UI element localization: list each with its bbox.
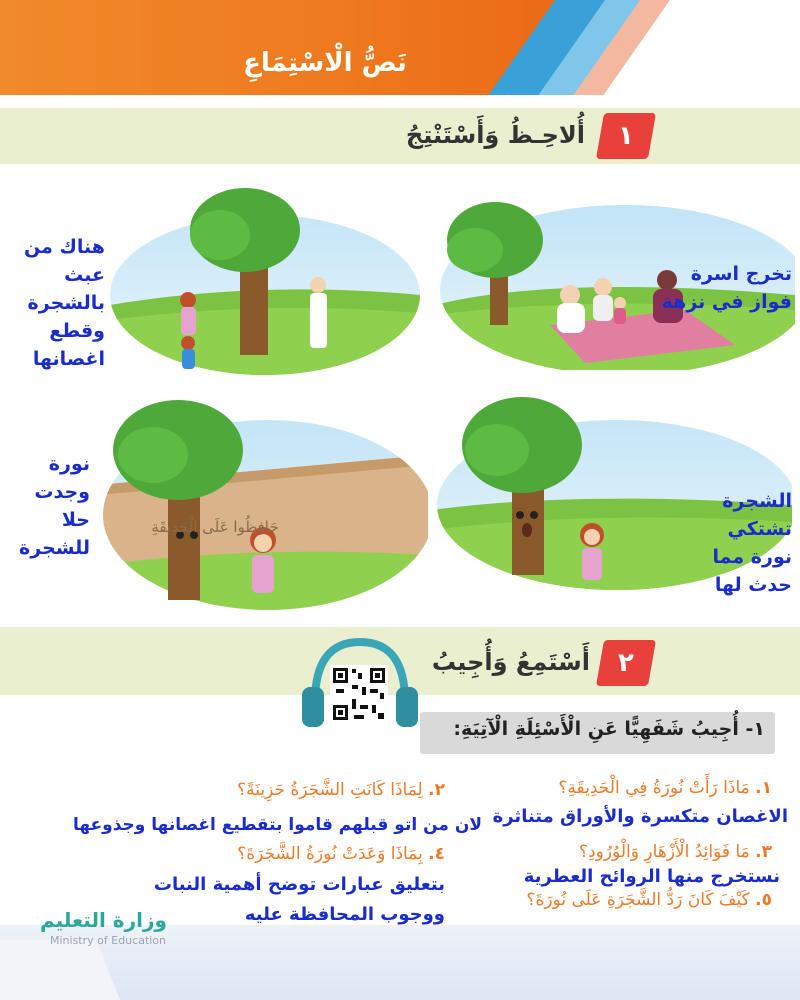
caption-line: عبث — [64, 264, 105, 286]
caption-line: بالشجرة — [27, 292, 105, 314]
answer-line: لان من اتو قبلهم قاموا بتقطيع اغصانها وجذوعها — [72, 815, 482, 835]
caption-line: الشجرة — [722, 490, 792, 512]
scene-solution-image — [98, 395, 428, 615]
scene-damaged-tree-image — [110, 185, 420, 375]
section-title-listen: أَسْتَمِعُ وَأُجِيبُ — [431, 648, 590, 676]
scene-caption-tree-complains — [672, 487, 792, 599]
question-4 — [145, 844, 445, 864]
question-3 — [442, 842, 772, 862]
question-number: ٥. — [755, 890, 772, 910]
qr-code-icon[interactable] — [330, 665, 388, 723]
section-number: ٢ — [618, 648, 634, 678]
section-title-observe: أُلاحِـظُ وَأَسْتَنْتِجُ — [405, 121, 585, 149]
answer-3 — [450, 862, 780, 892]
question-text: مَا فَوَائِدُ الْأَزْهَارِ وَالْوُرُودِ؟ — [579, 842, 750, 862]
question-text: كَيْفَ كَانَ رَدُّ الشَّجَرَةِ عَلَى نُورَةَ؟ — [526, 890, 750, 910]
question-2 — [145, 780, 445, 800]
ministry-logo-english: Ministry of Education — [50, 934, 167, 947]
answer-2 — [12, 810, 482, 840]
ministry-logo-arabic: وزارة التعليم — [40, 908, 167, 932]
question-1 — [442, 778, 772, 798]
question-number: ٢. — [428, 780, 445, 800]
caption-line: تخرج اسرة — [690, 263, 792, 285]
caption-line: تشتكي — [727, 518, 792, 540]
answer-line: الاغصان متكسرة والأوراق متناثرة — [492, 806, 788, 827]
scene-caption-damaged-tree — [5, 233, 105, 373]
caption-line: وجدت حلا — [34, 481, 90, 531]
scene-caption-solution — [0, 450, 90, 562]
caption-line: نورة مما — [712, 546, 792, 568]
caption-line: فواز في نزهة — [661, 291, 792, 313]
caption-line: وقطع — [49, 320, 105, 342]
section-number-badge — [596, 640, 656, 686]
caption-line: اغصانها — [32, 348, 105, 370]
caption-line: نورة — [48, 453, 90, 475]
section-number-badge — [596, 113, 656, 159]
question-number: ٣. — [755, 842, 772, 862]
question-number: ٤. — [428, 844, 445, 864]
scene-caption-picnic — [652, 260, 792, 316]
answer-4 — [125, 870, 445, 930]
caption-line: هناك من — [24, 236, 105, 258]
instruction-text: ١- أُجِيبُ شَفَهِيًّا عَنِ الْأَسْئِلَةِ الْآتِيَةِ: — [453, 718, 765, 740]
answer-line: نستخرج منها الروائح العطرية — [523, 866, 780, 887]
section-bar-observe — [0, 108, 800, 164]
answer-1 — [428, 802, 788, 832]
wall-sign-text: حَافِظُوا عَلَى الْحَدِيقَةِ — [151, 518, 279, 536]
caption-line: للشجرة — [19, 537, 90, 559]
question-text: لِمَاذَا كَانَتِ الشَّجَرَةُ حَزِينَةً؟ — [237, 780, 423, 800]
section-number: ١ — [618, 121, 634, 151]
answer-line: بتعليق عبارات توضح أهمية النبات — [153, 874, 445, 895]
caption-line: حدث لها — [714, 574, 792, 596]
question-text: مَاذَا رَأَتْ نُورَةُ فِي الْحَدِيقَةِ؟ — [558, 778, 750, 798]
question-text: بِمَاذَا وَعَدَتْ نُورَةُ الشَّجَرَةَ؟ — [237, 844, 423, 864]
page-title: نَصُّ الْاسْتِمَاعِ — [243, 48, 407, 78]
question-number: ١. — [755, 778, 772, 798]
question-5 — [442, 890, 772, 910]
answer-line: ووجوب المحافظة عليه — [244, 904, 445, 925]
